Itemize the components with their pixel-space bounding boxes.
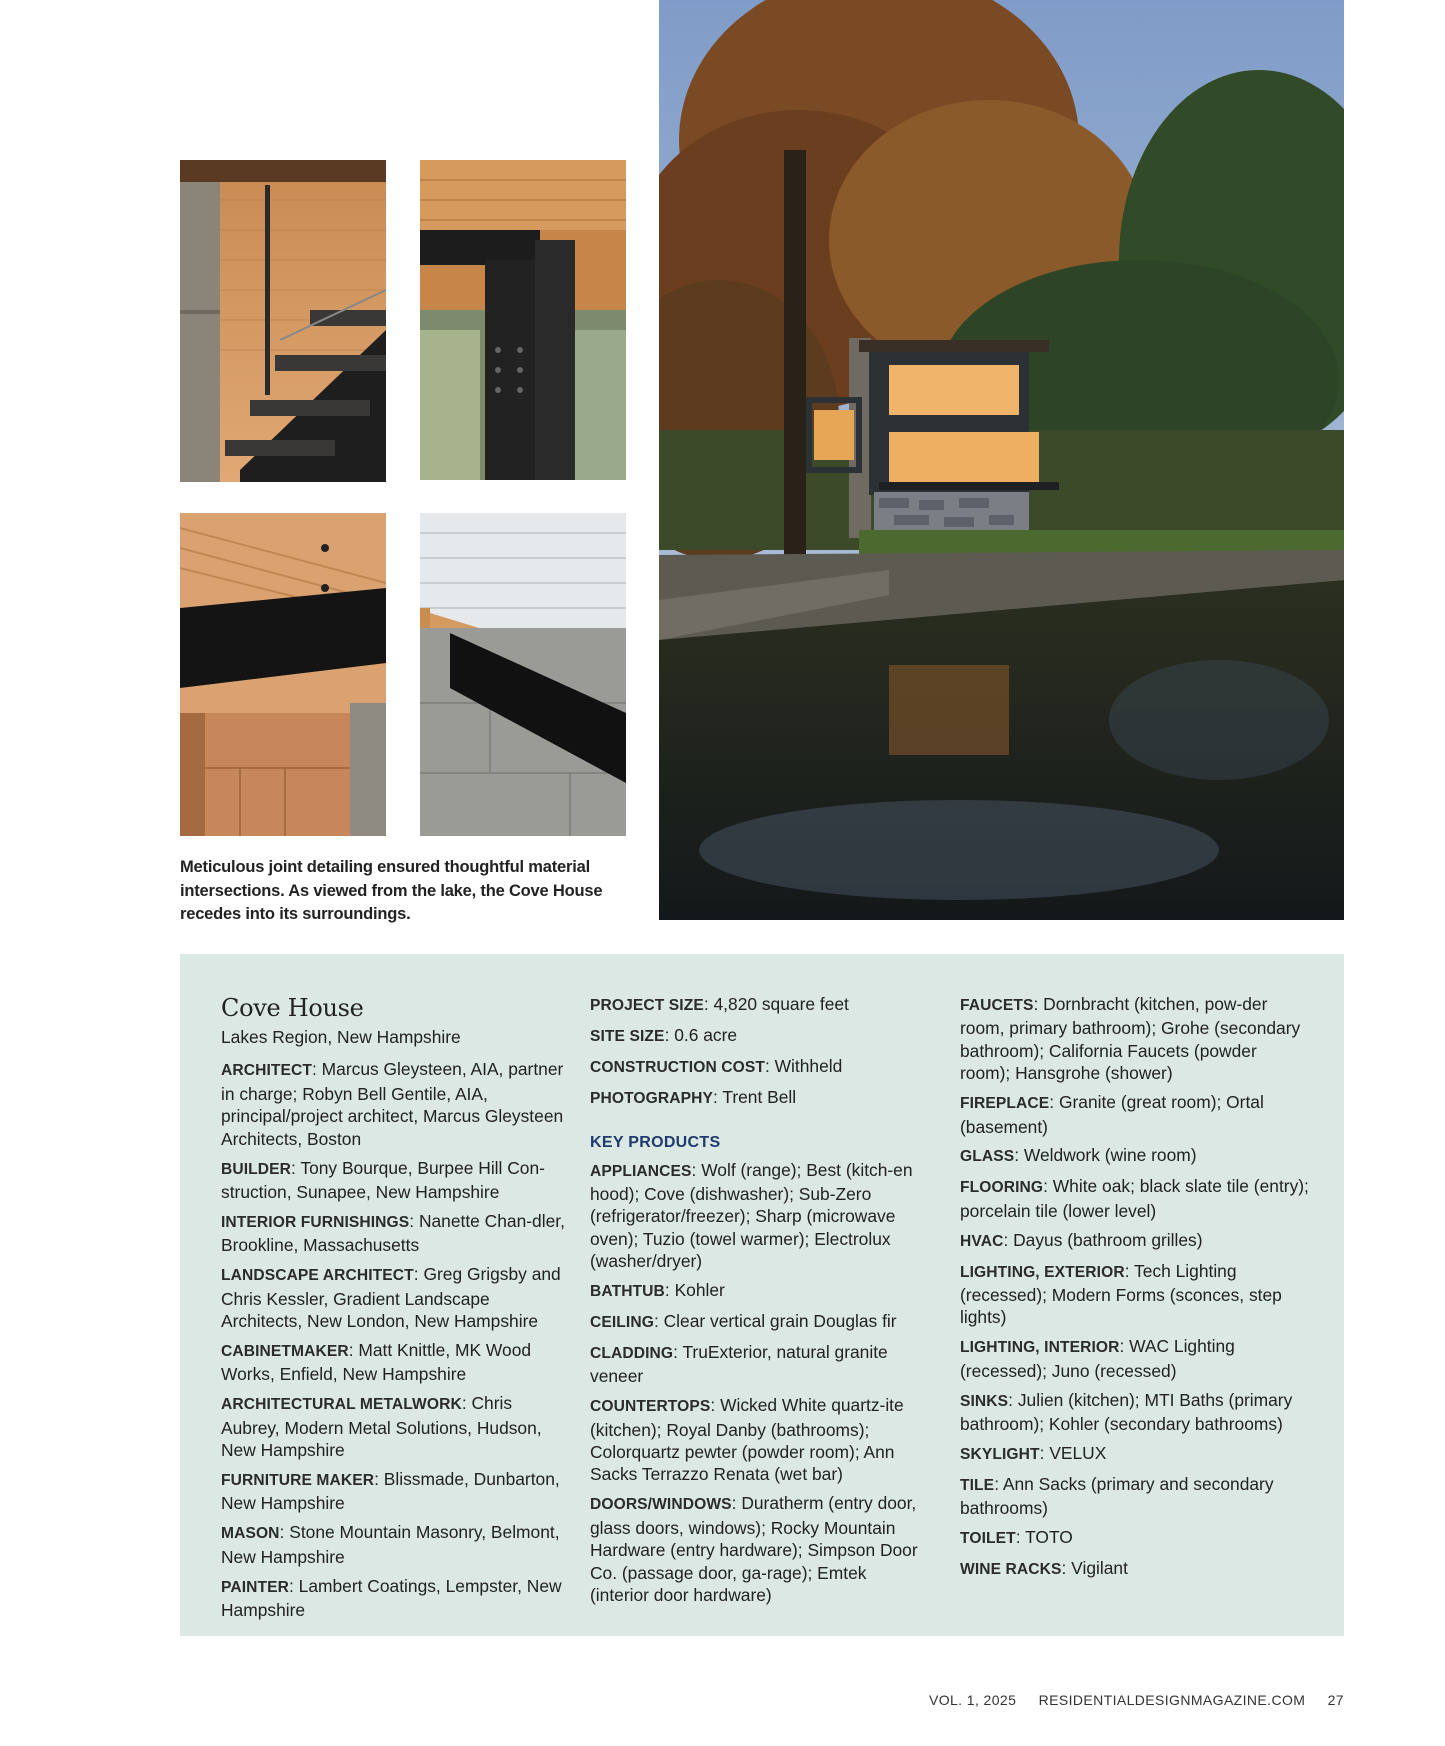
credit-value: Trent Bell — [722, 1086, 797, 1107]
project-info-panel — [180, 954, 1344, 1636]
credit-label: TILE — [960, 1476, 995, 1494]
credit-value: Stone Mountain Masonry, Belmont, New Hampshire — [221, 1522, 560, 1567]
credit-label: MASON — [221, 1525, 280, 1543]
credit-value: 4,820 square feet — [713, 994, 849, 1014]
product-entry: WINE RACKS: Vigilant — [960, 1558, 1128, 1579]
products-column — [960, 993, 1310, 1588]
credit-value: Duratherm (entry door, glass doors, windows); Rocky Mountain Hardware (entry hardware); Simpson Door Co. (passage door, ga-rage); Emtek (interior door hardware) — [590, 1493, 918, 1605]
credit-label: DOORS/WINDOWS — [590, 1496, 732, 1514]
credit-label: ARCHITECTURAL METALWORK — [221, 1396, 462, 1414]
product-entry: FIREPLACE: Granite (great room); Ortal (basement) — [960, 1092, 1264, 1137]
credit-label: CLADDING — [590, 1344, 674, 1362]
product-entry: TILE: Ann Sacks (primary and secondary bathrooms) — [960, 1473, 1274, 1519]
credit-value: Vigilant — [1071, 1558, 1128, 1579]
credit-value: Julien (kitchen); MTI Baths (primary bathroom); Kohler (secondary bathrooms) — [960, 1389, 1293, 1434]
credit-label: CONSTRUCTION COST — [590, 1058, 765, 1076]
product-entry: LIGHTING, INTERIOR: WAC Lighting (recessed); Juno (recessed) — [960, 1336, 1235, 1381]
project-location: Lakes Region, New Hampshire — [221, 1027, 461, 1047]
products-list-a — [590, 1159, 930, 1607]
credit-value: 0.6 acre — [674, 1024, 738, 1045]
credit-entry: FURNITURE MAKER: Blissmade, Dunbarton, New Hampshire — [221, 1468, 560, 1514]
fact-entry: SITE SIZE: 0.6 acre — [590, 1024, 738, 1045]
credit-value: WAC Lighting (recessed); Juno (recessed) — [960, 1336, 1235, 1381]
staircase-photo — [180, 160, 386, 482]
footer-website: RESIDENTIALDESIGNMAGAZINE.COM — [1038, 1692, 1306, 1708]
credit-label: ARCHITECT — [221, 1062, 312, 1080]
product-entry: HVAC: Dayus (bathroom grilles) — [960, 1229, 1203, 1250]
key-products-heading: KEY PRODUCTS — [590, 1134, 721, 1152]
credit-value: TOTO — [1025, 1527, 1073, 1548]
credit-label: GLASS — [960, 1148, 1015, 1166]
credit-entry: ARCHITECTURAL METALWORK: Chris Aubrey, Modern Metal Solutions, Hudson, New Hampshire — [221, 1393, 542, 1460]
credit-label: SITE SIZE — [590, 1027, 665, 1045]
credit-entry: MASON: Stone Mountain Masonry, Belmont, New Hampshire — [221, 1522, 560, 1567]
credit-value: Dayus (bathroom grilles) — [1013, 1229, 1203, 1250]
facts-products-column — [590, 993, 930, 1613]
credits-list — [221, 1058, 566, 1621]
credit-label: WINE RACKS — [960, 1561, 1062, 1579]
credit-label: TOILET — [960, 1530, 1016, 1548]
credits-column — [221, 990, 566, 1628]
credit-label: BATHTUB — [590, 1283, 665, 1301]
credit-label: LIGHTING, EXTERIOR — [960, 1263, 1125, 1281]
credit-label: BUILDER — [221, 1160, 292, 1178]
credit-label: FURNITURE MAKER — [221, 1471, 375, 1489]
fact-entry: PHOTOGRAPHY: Trent Bell — [590, 1086, 797, 1107]
credit-label: FAUCETS — [960, 997, 1034, 1014]
stone-beam-joint-photo — [420, 513, 626, 836]
credit-value: Ann Sacks (primary and secondary bathrooms) — [960, 1473, 1274, 1519]
credit-value: Lambert Coatings, Lempster, New Hampshire — [221, 1575, 562, 1620]
product-entry: GLASS: Weldwork (wine room) — [960, 1145, 1197, 1166]
lake-house-hero-photo — [659, 0, 1344, 920]
footer-volume: VOL. 1, 2025 — [928, 1692, 1017, 1708]
credit-value: Dornbracht (kitchen, pow-der room, primary bathroom); Grohe (secondary bathroom); California Faucets (powder room); Hansgrohe (shower) — [960, 994, 1301, 1084]
product-entry: TOILET: TOTO — [960, 1527, 1073, 1548]
product-entry: FLOORING: White oak; black slate tile (entry); porcelain tile (lower level) — [960, 1176, 1309, 1221]
fact-entry: PROJECT SIZE: 4,820 square feet — [590, 994, 849, 1014]
project-title: Cove House — [221, 994, 364, 1022]
credit-entry: BUILDER: Tony Bourque, Burpee Hill Con-struction, Sunapee, New Hampshire — [221, 1157, 545, 1202]
products-list-b — [960, 993, 1310, 1581]
credit-value: Withheld — [774, 1055, 843, 1076]
credit-label: APPLIANCES — [590, 1162, 692, 1180]
fact-entry: CONSTRUCTION COST: Withheld — [590, 1055, 843, 1076]
credit-value: Tech Lighting (recessed); Modern Forms (sconces, step lights) — [960, 1260, 1282, 1328]
credit-value: Greg Grigsby and Chris Kessler, Gradient Landscape Architects, New London, New Hampshire — [221, 1264, 561, 1331]
credit-entry: PAINTER: Lambert Coatings, Lempster, New Hampshire — [221, 1575, 562, 1620]
credit-value: Nanette Chan-dler, Brookline, Massachusetts — [221, 1210, 565, 1256]
credit-entry: LANDSCAPE ARCHITECT: Greg Grigsby and Chris Kessler, Gradient Landscape Architects, New London, New Hampshire — [221, 1264, 561, 1331]
page-number: 27 — [1327, 1692, 1344, 1708]
credit-label: FLOORING — [960, 1179, 1044, 1197]
product-entry: FAUCETS: Dornbracht (kitchen, pow-der room, primary bathroom); Grohe (secondary bathroom); California Faucets (powder room); Hansgrohe (shower) — [960, 994, 1301, 1084]
credit-value: Tony Bourque, Burpee Hill Con-struction, Sunapee, New Hampshire — [221, 1157, 545, 1202]
credit-value: Marcus Gleysteen, AIA, partner in charge; Robyn Bell Gentile, AIA, principal/project architect, Marcus Gleysteen Architects, Boston — [221, 1059, 564, 1149]
credit-entry: CABINETMAKER: Matt Knittle, MK Wood Works, Enfield, New Hampshire — [221, 1339, 532, 1385]
product-entry: CEILING: Clear vertical grain Douglas fir — [590, 1310, 897, 1331]
credit-value: Matt Knittle, MK Wood Works, Enfield, New Hampshire — [221, 1339, 532, 1385]
credit-entry: ARCHITECT: Marcus Gleysteen, AIA, partner in charge; Robyn Bell Gentile, AIA, principal/project architect, Marcus Gleysteen Architects, Boston — [221, 1059, 564, 1149]
credit-label: SINKS — [960, 1392, 1009, 1410]
credit-value: TruExterior, natural granite veneer — [590, 1341, 888, 1387]
credit-label: PROJECT SIZE — [590, 997, 704, 1014]
credit-label: CEILING — [590, 1313, 654, 1331]
credit-label: SKYLIGHT — [960, 1445, 1040, 1463]
credit-value: Wolf (range); Best (kitch-en hood); Cove (dishwasher); Sub-Zero (refrigerator/freezer); Sharp (microwave oven); Tuzio (towel warmer); Electrolux (washer/dryer) — [590, 1159, 913, 1272]
credit-value: Kohler — [674, 1280, 725, 1301]
credit-label: LIGHTING, INTERIOR — [960, 1339, 1120, 1357]
photo-caption: Meticulous joint detailing ensured thoughtful material intersections. As viewed from the lake, the Cove House recedes into its surroundings. — [180, 858, 603, 923]
credit-entry: INTERIOR FURNISHINGS: Nanette Chan-dler, Brookline, Massachusetts — [221, 1210, 565, 1256]
credit-value: Granite (great room); Ortal (basement) — [960, 1092, 1264, 1137]
product-entry: APPLIANCES: Wolf (range); Best (kitch-en hood); Cove (dishwasher); Sub-Zero (refrigerator/freezer); Sharp (microwave oven); Tuzio (towel warmer); Electrolux (washer/dryer) — [590, 1159, 913, 1272]
ceiling-beam-photo — [180, 513, 386, 836]
product-entry: BATHTUB: Kohler — [590, 1280, 725, 1301]
product-entry: DOORS/WINDOWS: Duratherm (entry door, glass doors, windows); Rocky Mountain Hardware (entry hardware); Simpson Door Co. (passage door, ga-rage); Emtek (interior door hardware) — [590, 1493, 918, 1605]
product-entry: SINKS: Julien (kitchen); MTI Baths (primary bathroom); Kohler (secondary bathrooms) — [960, 1389, 1293, 1434]
credit-value: White oak; black slate tile (entry); porcelain tile (lower level) — [960, 1176, 1309, 1221]
credit-label: FIREPLACE — [960, 1095, 1050, 1113]
credit-value: Clear vertical grain Douglas fir — [663, 1310, 897, 1331]
credit-label: LANDSCAPE ARCHITECT — [221, 1267, 414, 1285]
credit-label: HVAC — [960, 1232, 1004, 1250]
credit-label: PHOTOGRAPHY — [590, 1089, 713, 1107]
credit-value: Blissmade, Dunbarton, New Hampshire — [221, 1468, 560, 1514]
page-footer — [911, 1692, 1344, 1708]
credit-value: VELUX — [1049, 1442, 1107, 1463]
credit-label: PAINTER — [221, 1578, 289, 1596]
credit-label: INTERIOR FURNISHINGS — [221, 1213, 410, 1231]
credit-value: Weldwork (wine room) — [1023, 1145, 1197, 1166]
facts-list — [590, 993, 930, 1110]
steel-beam-window-photo — [420, 160, 626, 480]
credit-label: CABINETMAKER — [221, 1342, 349, 1360]
credit-label: COUNTERTOPS — [590, 1398, 711, 1416]
product-entry: LIGHTING, EXTERIOR: Tech Lighting (recessed); Modern Forms (sconces, step lights) — [960, 1260, 1282, 1328]
credit-value: Wicked White quartz-ite (kitchen); Royal Danby (bathrooms); Colorquartz pewter (powder room); Ann Sacks Terrazzo Renata (wet bar) — [590, 1395, 904, 1485]
product-entry: COUNTERTOPS: Wicked White quartz-ite (kitchen); Royal Danby (bathrooms); Colorquartz pewter (powder room); Ann Sacks Terrazzo Renata (wet bar) — [590, 1395, 904, 1485]
product-entry: CLADDING: TruExterior, natural granite veneer — [590, 1341, 888, 1387]
credit-value: Chris Aubrey, Modern Metal Solutions, Hudson, New Hampshire — [221, 1393, 542, 1460]
product-entry: SKYLIGHT: VELUX — [960, 1442, 1107, 1463]
